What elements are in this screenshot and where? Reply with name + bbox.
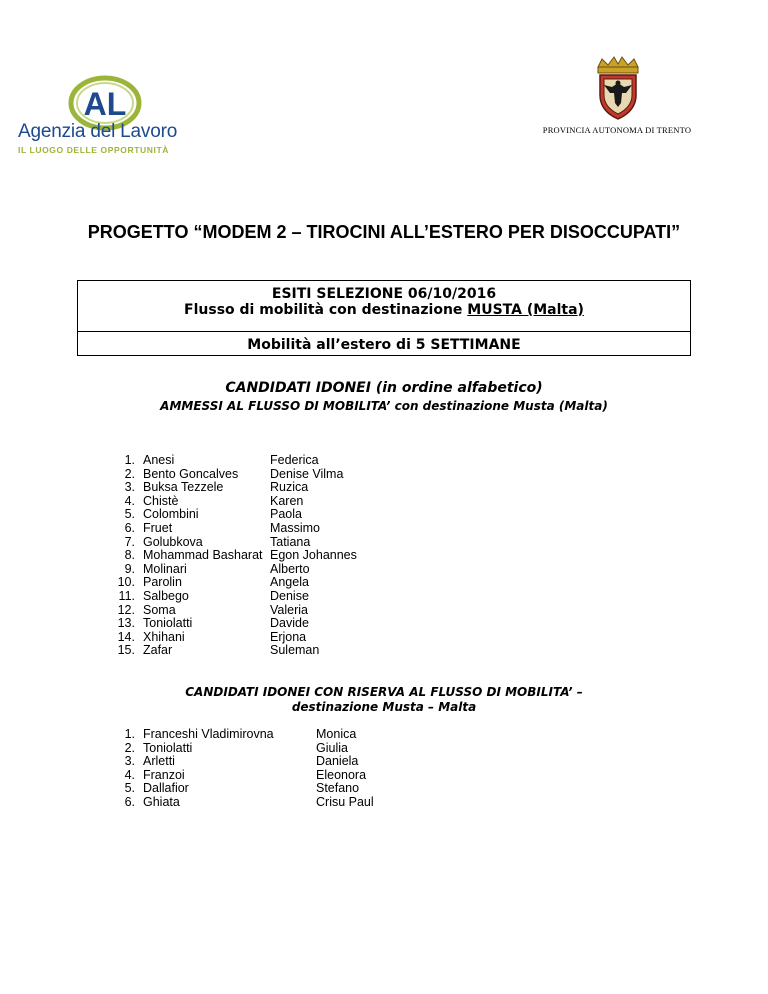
duration-heading: Mobilità all’estero di 5 SETTIMANE <box>247 337 521 353</box>
item-number: 6. <box>124 520 135 535</box>
reserve-candidates-list <box>115 728 415 810</box>
list-item <box>115 590 415 604</box>
candidate-name: Valeria <box>270 602 308 617</box>
item-number: 4. <box>124 767 135 782</box>
list-item <box>115 769 415 783</box>
results-header-box <box>77 280 691 356</box>
item-number: 1. <box>124 453 135 467</box>
box-divider <box>78 331 690 332</box>
candidate-surname: Dallafior <box>143 781 189 796</box>
candidate-surname: Zafar <box>143 643 173 658</box>
candidate-name: Denise <box>270 588 309 603</box>
candidate-name: Alberto <box>270 561 310 576</box>
candidate-surname: Arletti <box>143 754 175 769</box>
item-number: 9. <box>124 561 135 576</box>
candidate-name: Paola <box>270 507 302 522</box>
candidate-surname: Ghiata <box>143 794 180 809</box>
list-item <box>115 631 415 645</box>
candidate-name: Giulia <box>316 740 348 755</box>
page-title: PROGETTO “MODEM 2 – TIROCINI ALL’ESTERO PER DISOCCUPATI” <box>87 222 681 242</box>
candidate-name: Monica <box>316 727 357 741</box>
al-logo-letters: AL <box>83 86 127 122</box>
section2-title: CANDIDATI IDONEI CON RISERVA AL FLUSSO DI MOBILITA’ – <box>185 685 583 699</box>
item-number: 11. <box>118 588 135 603</box>
item-number: 5. <box>124 507 135 522</box>
candidate-name: Tatiana <box>270 534 311 549</box>
candidate-name: Federica <box>270 453 319 467</box>
provincia-caption: PROVINCIA AUTONOMA DI TRENTO <box>542 125 692 135</box>
candidate-name: Crisu Paul <box>316 794 374 809</box>
candidate-surname: Xhihani <box>143 629 185 644</box>
destination-name: MUSTA (Malta) <box>467 302 584 318</box>
list-item <box>115 522 415 536</box>
agenzia-del-lavoro-logo <box>14 75 190 160</box>
item-number: 6. <box>124 794 135 809</box>
list-item <box>115 644 415 658</box>
item-number: 1. <box>124 727 135 741</box>
item-number: 14. <box>117 629 135 644</box>
item-number: 4. <box>124 493 135 508</box>
candidate-surname: Bento Goncalves <box>143 466 239 481</box>
candidate-name: Karen <box>270 493 304 508</box>
candidate-name: Denise Vilma <box>270 466 344 481</box>
list-item <box>115 495 415 509</box>
candidate-surname: Mohammad Basharat <box>143 548 263 563</box>
candidate-surname: Anesi <box>143 453 175 467</box>
item-number: 12. <box>117 602 135 617</box>
candidate-surname: Toniolatti <box>143 616 193 631</box>
candidate-surname: Fruet <box>143 520 173 535</box>
candidate-name: Daniela <box>316 754 359 769</box>
list-item <box>115 604 415 618</box>
list-item <box>115 576 415 590</box>
candidate-surname: Franzoi <box>143 767 185 782</box>
candidate-name: Stefano <box>316 781 360 796</box>
item-number: 3. <box>124 480 135 495</box>
section1-subtitle: AMMESSI AL FLUSSO DI MOBILITA’ con destinazione Musta (Malta) <box>160 399 608 413</box>
candidate-surname: Colombini <box>143 507 199 522</box>
section1-title: CANDIDATI IDONEI (in ordine alfabetico) <box>225 380 543 396</box>
logo-tagline: IL LUOGO DELLE OPPORTUNITÀ <box>18 145 169 155</box>
list-item <box>115 508 415 522</box>
list-item <box>115 796 415 810</box>
item-number: 10. <box>117 575 135 590</box>
candidate-surname: Soma <box>143 602 176 617</box>
candidate-name: Ruzica <box>270 480 309 495</box>
list-item <box>115 454 415 468</box>
candidate-surname: Toniolatti <box>143 740 193 755</box>
list-item <box>115 742 415 756</box>
list-item <box>115 468 415 482</box>
destination-prefix: Flusso di mobilità con destinazione <box>184 302 468 318</box>
list-item <box>115 536 415 550</box>
candidate-surname: Golubkova <box>143 534 203 549</box>
item-number: 13. <box>117 616 135 631</box>
candidate-name: Suleman <box>270 643 320 658</box>
list-item <box>115 549 415 563</box>
selection-date-heading: ESITI SELEZIONE 06/10/2016 <box>271 286 497 302</box>
list-item <box>115 728 415 742</box>
candidate-surname: Chistè <box>143 493 179 508</box>
candidate-surname: Molinari <box>143 561 187 576</box>
list-item <box>115 782 415 796</box>
item-number: 15. <box>117 643 135 658</box>
coat-of-arms-icon <box>588 55 648 121</box>
candidate-name: Angela <box>270 575 309 590</box>
item-number: 2. <box>124 740 135 755</box>
candidate-name: Eleonora <box>316 767 367 782</box>
admitted-candidates-list <box>115 454 415 658</box>
item-number: 3. <box>124 754 135 769</box>
candidate-name: Massimo <box>270 520 321 535</box>
candidate-name: Egon Johannes <box>270 548 357 563</box>
section2-subtitle: destinazione Musta – Malta <box>291 700 477 714</box>
destination-heading <box>78 302 690 318</box>
candidate-surname: Parolin <box>143 575 182 590</box>
candidate-name: Davide <box>270 616 309 631</box>
item-number: 5. <box>124 781 135 796</box>
item-number: 7. <box>124 534 135 549</box>
item-number: 8. <box>124 548 135 563</box>
list-item <box>115 617 415 631</box>
candidate-surname: Franceshi Vladimirovna <box>143 727 274 741</box>
candidate-surname: Salbego <box>143 588 189 603</box>
candidate-name: Erjona <box>270 629 307 644</box>
provincia-trento-logo <box>522 55 712 140</box>
list-item <box>115 481 415 495</box>
list-item <box>115 755 415 769</box>
item-number: 2. <box>124 466 135 481</box>
candidate-surname: Buksa Tezzele <box>143 480 224 495</box>
logo-brand-name: Agenzia del Lavoro <box>18 121 178 142</box>
list-item <box>115 563 415 577</box>
